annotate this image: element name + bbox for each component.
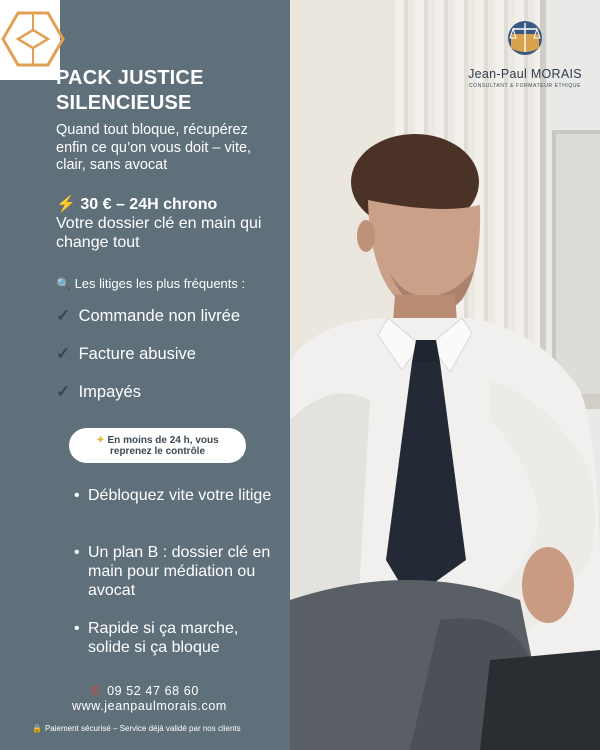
- lightning-icon: ⚡: [56, 196, 76, 213]
- website-link[interactable]: www.jeanpaulmorais.com: [72, 699, 227, 713]
- scales-of-justice-icon: [503, 18, 547, 58]
- benefit-item: • Un plan B : dossier clé en main pour médiation ou avocat: [74, 543, 274, 600]
- hero-photo: [290, 0, 600, 750]
- check-icon: ✓: [56, 344, 71, 363]
- magnifier-icon: 🔍: [56, 277, 71, 291]
- offer-subtitle: Quand tout bloque, récupérez enfin ce qu’on vous doit – vite, clair, sans avocat: [56, 122, 252, 173]
- offer-panel: [0, 0, 290, 750]
- litiges-heading: [56, 276, 245, 291]
- price-text: 30 € – 24H chrono: [80, 196, 218, 213]
- sparkle-icon: ✦: [96, 434, 105, 446]
- brand-name: Jean-Paul MORAIS: [468, 67, 582, 81]
- litiges-heading-text: Les litiges les plus fréquents :: [74, 276, 246, 291]
- list-item-label: Facture abusive: [78, 345, 196, 363]
- check-icon: ✓: [56, 382, 71, 401]
- cta-pill-text: En moins de 24 h, vous reprenez le contrôle: [107, 434, 219, 457]
- offer-description: Votre dossier clé en main qui change tout: [56, 215, 262, 251]
- price-line: [56, 194, 217, 214]
- list-item: [56, 382, 141, 402]
- phone-icon: ✆: [90, 684, 102, 698]
- check-icon: ✓: [56, 306, 71, 325]
- secure-note: [32, 724, 241, 733]
- benefit-item: • Rapide si ça marche, solide si ça bloque: [74, 619, 274, 657]
- hexagon-logo-icon: [0, 10, 66, 68]
- list-item-label: Commande non livrée: [78, 307, 241, 325]
- list-item: [56, 344, 196, 364]
- pensive-man-illustration: [290, 0, 600, 750]
- benefit-item: • Débloquez vite votre litige: [74, 486, 274, 505]
- phone-line[interactable]: [90, 683, 199, 698]
- cta-pill[interactable]: [69, 428, 246, 463]
- list-item: [56, 306, 240, 326]
- offer-title: PACK JUSTICE SILENCIEUSE: [56, 67, 204, 114]
- secure-note-text: Paiement sécurisé – Service déjà validé par nos clients: [44, 724, 241, 733]
- phone-number: 09 52 47 68 60: [107, 684, 199, 698]
- list-item-label: Impayés: [78, 383, 141, 401]
- brand-tagline: CONSULTANT & FORMATEUR ETHIQUE: [468, 83, 582, 89]
- brand-logo: [460, 18, 590, 89]
- lock-icon: 🔒: [32, 724, 42, 733]
